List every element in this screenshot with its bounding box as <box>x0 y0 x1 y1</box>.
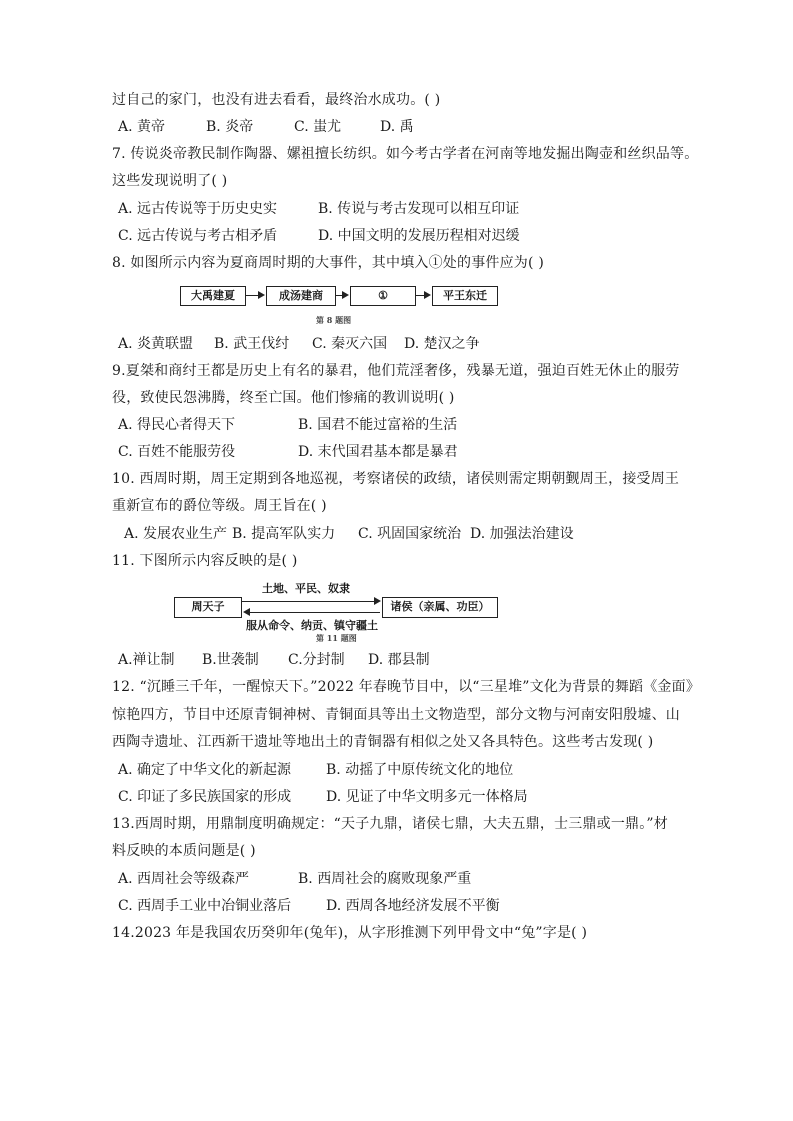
q12-text-line1: 12. “沉睡三千年，一醒惊天下。”2022 年春晚节目中，以“三星堆”文化为背景的舞蹈《金面》 <box>112 679 701 695</box>
q11-text: 11. 下图所示内容反映的是( ) <box>112 553 298 569</box>
q8-box-3: ① <box>350 286 416 306</box>
q6-option-d: D. 禹 <box>380 119 414 135</box>
q11-option-b: B.世袭制 <box>202 652 259 668</box>
q8-option-a: A. 炎黄联盟 <box>118 336 194 352</box>
q10-text-line1: 10. 西周时期，周王定期到各地巡视，考察诸侯的政绩，诸侯则需定期朝觐周王，接受周王 <box>112 471 680 487</box>
q11-figure <box>174 580 500 642</box>
q12-text-line3: 西陶寺遗址、江西新干遗址等地出土的青铜器有相似之处又各具特色。这些考古发现( ) <box>112 734 654 750</box>
q8-option-d: D. 楚汉之争 <box>404 336 480 352</box>
q12-option-b: B. 动摇了中原传统文化的地位 <box>326 762 514 778</box>
q13-option-b: B. 西周社会的腐败现象严重 <box>298 871 472 887</box>
q11-box-left: 周天子 <box>174 597 242 618</box>
q13-option-c: C. 西周手工业中冶铜业落后 <box>118 898 292 914</box>
q13-text-line2: 料反映的本质问题是( ) <box>112 843 256 859</box>
q12-text-line2: 惊艳四方，节目中还原青铜神树、青铜面具等出土文物造型，部分文物与河南安阳殷墟、山 <box>112 707 680 723</box>
q11-box-right: 诸侯（亲属、功臣） <box>382 597 498 618</box>
q9-option-d: D. 末代国君基本都是暴君 <box>298 444 458 460</box>
q8-box-4: 平王东迁 <box>432 286 498 306</box>
q12-option-d: D. 见证了中华文明多元一体格局 <box>326 789 528 805</box>
q7-option-c: C. 远古传说与考古相矛盾 <box>118 228 278 244</box>
q9-text-line1: 9.夏桀和商纣王都是历史上有名的暴君，他们荒淫奢侈，残暴无道，强迫百姓无休止的服劳 <box>112 363 680 379</box>
q9-option-b: B. 国君不能过富裕的生活 <box>298 417 458 433</box>
q6-option-c: C. 蚩尤 <box>294 119 342 135</box>
q7-text-line2: 这些发现说明了( ) <box>112 173 228 189</box>
q11-arrow-right <box>242 601 376 602</box>
q10-option-a: A. 发展农业生产 <box>124 526 228 542</box>
q11-bottom-label: 服从命令、纳贡、镇守疆土 <box>246 619 378 632</box>
q11-arrowhead-right <box>374 597 381 605</box>
q7-option-d: D. 中国文明的发展历程相对迟缓 <box>318 228 520 244</box>
q12-option-a: A. 确定了中华文化的新起源 <box>118 762 292 778</box>
q11-caption: 第 11 题图 <box>316 633 357 643</box>
q8-box-1: 大禹建夏 <box>180 286 246 306</box>
q10-option-b: B. 提高军队实力 <box>232 526 336 542</box>
q9-option-c: C. 百姓不能服劳役 <box>118 444 236 460</box>
q8-figure <box>180 284 500 328</box>
q7-text-line1: 7. 传说炎帝教民制作陶器、嫘祖擅长纺织。如今考古学者在河南等地发掘出陶壶和丝织品等。 <box>112 146 699 162</box>
q8-arrowhead-2 <box>342 291 349 299</box>
q14-text: 14.2023 年是我国农历癸卯年(兔年)，从字形推测下列甲骨文中“兔”字是( ) <box>112 925 588 941</box>
q8-option-c: C. 秦灭六国 <box>312 336 388 352</box>
q7-option-a: A. 远古传说等于历史史实 <box>118 201 278 217</box>
q6-option-b: B. 炎帝 <box>206 119 254 135</box>
q11-option-c: C.分封制 <box>288 652 345 668</box>
q13-option-d: D. 西周各地经济发展不平衡 <box>326 898 500 914</box>
q8-arrowhead-3 <box>424 291 431 299</box>
q8-text: 8. 如图所示内容为夏商周时期的大事件，其中填入①处的事件应为( ) <box>112 255 544 271</box>
q7-option-b: B. 传说与考古发现可以相互印证 <box>318 201 520 217</box>
q9-text-line2: 役，致使民怨沸腾，终至亡国。他们惨痛的教训说明( ) <box>112 390 455 406</box>
q10-option-d: D. 加强法治建设 <box>470 526 574 542</box>
q12-option-c: C. 印证了多民族国家的形成 <box>118 789 292 805</box>
q8-arrowhead-1 <box>258 291 265 299</box>
q11-arrow-left <box>250 612 380 613</box>
q8-caption: 第 8 题图 <box>316 315 352 325</box>
q11-option-a: A.禅让制 <box>118 652 175 668</box>
q9-option-a: A. 得民心者得天下 <box>118 417 236 433</box>
q13-option-a: A. 西周社会等级森严 <box>118 871 250 887</box>
q10-text-line2: 重新宣布的爵位等级。周王旨在( ) <box>112 498 327 514</box>
q13-text-line1: 13.西周时期，用鼎制度明确规定：“天子九鼎，诸侯七鼎，大夫五鼎，士三鼎或一鼎。”材 <box>112 816 668 832</box>
q8-option-b: B. 武王伐纣 <box>214 336 290 352</box>
q10-option-c: C. 巩固国家统治 <box>358 526 462 542</box>
q11-top-label: 土地、平民、奴隶 <box>262 582 350 595</box>
q6-option-a: A. 黄帝 <box>118 119 166 135</box>
q6-text: 过自己的家门，也没有进去看看，最终治水成功。( ) <box>112 92 441 108</box>
q11-arrowhead-left <box>243 608 250 616</box>
q8-box-2: 成汤建商 <box>266 286 336 306</box>
q11-option-d: D. 郡县制 <box>368 652 430 668</box>
